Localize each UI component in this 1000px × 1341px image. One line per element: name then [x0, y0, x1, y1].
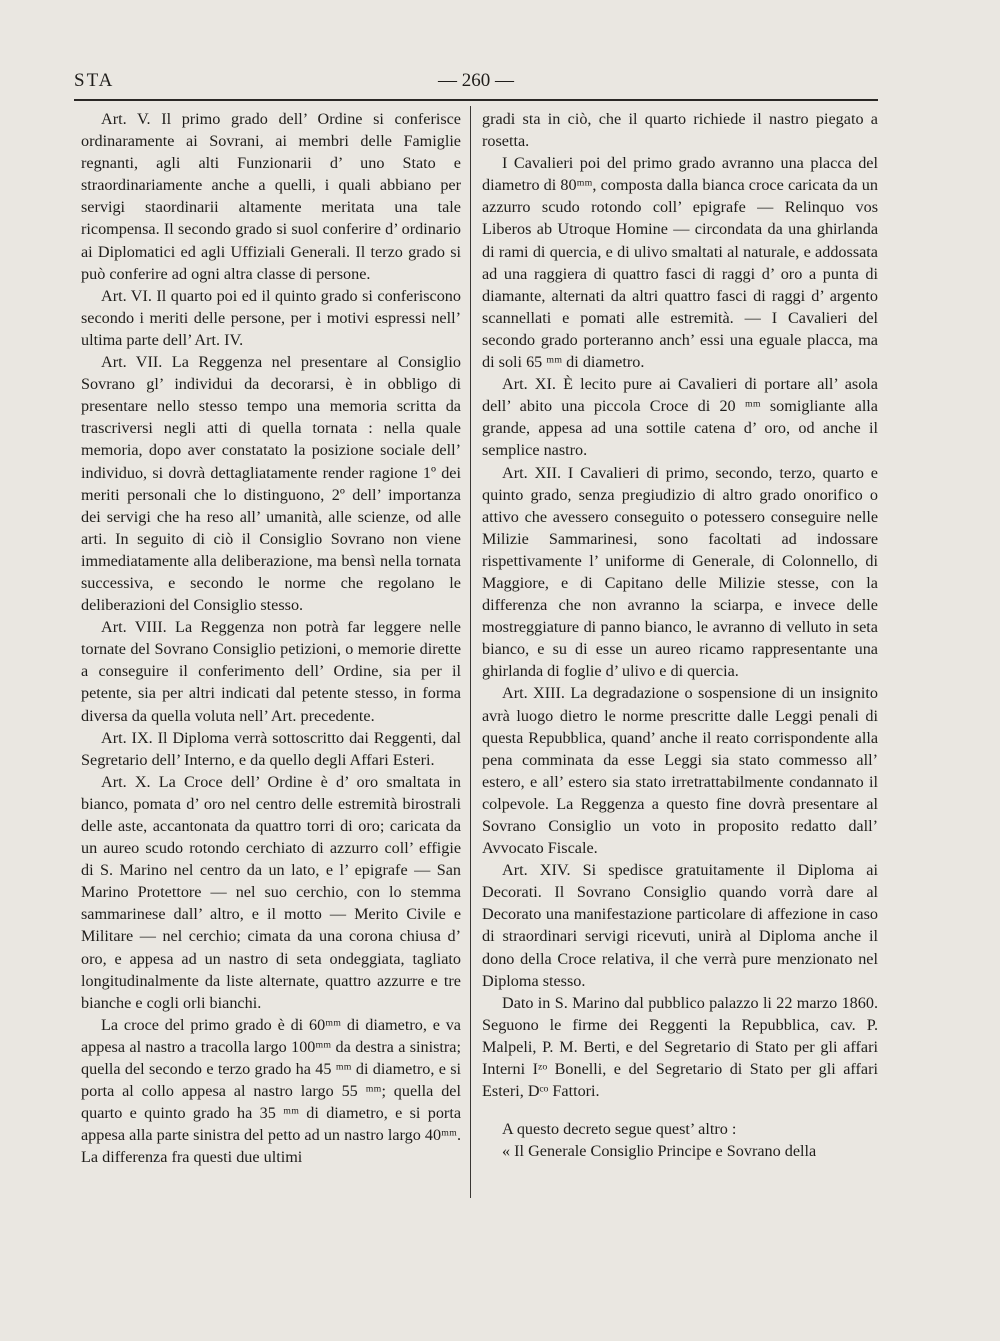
paragraph-art-7: Art. VII. La Reggenza nel presentare al Consiglio Sovrano gl’ individui da decorarsi, è in obbligo di presentare nello stesso tempo una memoria scritta da trascriversi negli atti di quella tornata : nella quale memoria, dopo aver constatato la posizione sociale dell’ individuo, si dovrà dettagliatamente render ragione 1º dei meriti personali che lo distinguono, 2º dell’ importanza dei servigi che ha reso all’ umanità, alle scienze, od alle arti. In seguito di ciò il Consiglio Sovrano non viene immediatamente alla deliberazione, ma bensì nella tornata successiva, e secondo le norme che regolano le deliberazioni del Consiglio stesso. — [81, 353, 461, 615]
paragraph-dato: Dato in S. Marino dal pubblico palazzo li 22 marzo 1860. Seguono le firme dei Reggenti la Repubblica, cav. P. Malpeli, P. M. Berti, e del Segretario di Stato per gli affari Interni Iᶻᵒ Bonelli, e del Segretario di Stato per gli affari Esteri, Dᶜᵒ Fattori. — [482, 993, 878, 1101]
paragraph-art-6: Art. VI. Il quarto poi ed il quinto grado si conferiscono secondo i meriti delle persone, per i motivi espressi nell’ ultima parte dell’ Art. IV. — [81, 286, 461, 349]
paragraph-decree-intro: A questo decreto segue quest’ altro : — [502, 1120, 737, 1139]
paragraph-art-10: Art. X. La Croce dell’ Ordine è d’ oro smaltata in bianco, pomata d’ oro nel centro delle estremità birostrali delle aste, accantonata da quattro torri di oro; caricata da un aureo scudo rotondo cerchiato di azzurro coll’ effigie di S. Marino nel centro da un lato, e l’ epigrafe — San Marino Protettore — nel suo cerchio, con lo stemma sammarinese dall’ altro, e il motto — Merito Civile e Militare — nel cerchio; cimata da una corona chiusa d’ oro, e appesa ad un nastro di seta ondeggiata, tagliato longitudinalmente da liste alternate, quattro azzurre e tre bianche e cogli orli bianchi. — [81, 772, 461, 1012]
paragraph-art-5: Art. V. Il primo grado dell’ Ordine si conferisce ordinaramente ai Sovrani, ai membri delle Famiglie regnanti, agli alti Funzionarii d’ uno Stato e straordinariamente anche a quelli, i quali abbiano per servigi staordinarii altamente meritata una tale ricompensa. Il secondo grado si suol conferire d’ ordinario ai Diplomatici ed agli Uffiziali Generali. Il terzo grado si può conferire ad ogni altra classe di persone. — [81, 110, 461, 283]
paragraph-art-9: Art. IX. Il Diploma verrà sottoscritto dai Reggenti, dal Segretario dell’ Interno, e da quello degli Affari Esteri. — [81, 728, 461, 769]
header-rule — [74, 99, 878, 101]
paragraph-continuation: gradi sta in ciò, che il quarto richiede il nastro piegato a rosetta. — [482, 110, 878, 151]
paragraph-art-12: Art. XII. I Cavalieri di primo, secondo, terzo, quarto e quinto grado, senza pregiudizio di altro grado onorifico o attivo che avessero conseguito o potessero conseguire nelle Milizie Sammarinesi, sono facoltati ad indossare rispettivamente l’ uniforme di Generale, di Colonnello, di Maggiore, e di Capitano delle Milizie stesse, con la differenza che non avranno la sciarpa, e invece delle mostreggiature di panno bianco, le avranno di velluto in seta bianco, e su di esse un aureo ricamo rappresentante una ghirlanda di foglie d’ ulivo e di quercia. — [482, 463, 878, 681]
paragraph-placca: I Cavalieri poi del primo grado avranno una placca del diametro di 80ᵐᵐ, composta dalla bianca croce caricata da un azzurro scudo rotondo coll’ epigrafe — Relinquo vos Liberos ab Utroque Homine — circondata da una ghirlanda di rami di quercia, e di ulivo smaltati al naturale, e addossata ad una raggiera di quattro fasci di raggi d’ oro a punta di diamante, alternati da altri quattro fasci di raggi d’ argento scannellati e pomati alle estremità. — I Cavalieri del secondo grado porteranno anch’ essi una eguale placca, ma di soli 65 ᵐᵐ di diametro. — [482, 154, 878, 372]
paragraph-art-13: Art. XIII. La degradazione o sospensione di un insignito avrà luogo dietro le norme prescritte dalle Leggi penali di questa Repubblica, quand’ anche il reato corrispondente alla pena comminata da esse Leggi sia stato commesso all’ estero, e all’ estero sia stato irretrattabilmente condannato il colpevole. La Reggenza a questo fine dovrà presentare al Sovrano Consiglio un voto in proposito redatto dall’ Avvocato Fiscale. — [482, 684, 878, 858]
left-column — [81, 108, 461, 1169]
paragraph-quote-start: « Il Generale Consiglio Principe e Sovrano della — [502, 1142, 817, 1161]
paragraph-art-8: Art. VIII. La Reggenza non potrà far leggere nelle tornate del Sovrano Consiglio petizioni, o memorie dirette a conseguire il conferimento dell’ Ordine, sia per il petente, sia per altri indicati dal petente stesso, in forma diversa da quella voluta nell’ Art. precedente. — [81, 618, 461, 725]
page-number: — 260 — — [438, 70, 514, 91]
running-head: STA — [74, 70, 115, 91]
paragraph-art-14: Art. XIV. Si spedisce gratuitamente il Diploma ai Decorati. Il Sovrano Consiglio quando vorrà dare al Decorato una manifestazione particolare di affezione in caso di straordinari servigi ricevuti, unirà al Diploma anche il dono della Croce relativa, il che verrà pure menzionato nel Diploma stesso. — [482, 861, 878, 990]
paragraph-cross-sizes: La croce del primo grado è di 60ᵐᵐ di diametro, e va appesa al nastro a tracolla largo 100ᵐᵐ da destra a sinistra; quella del secondo e terzo grado ha 45 ᵐᵐ di diametro, e si porta al collo appesa al nastro largo 55 ᵐᵐ; quella del quarto e quinto grado ha 35 ᵐᵐ di diametro, e si porta appesa alla parte sinistra del petto ad un nastro largo 40ᵐᵐ. La differenza fra questi due ultimi — [81, 1015, 461, 1167]
column-divider — [470, 106, 471, 1198]
right-column — [482, 108, 878, 1162]
page-header — [74, 70, 878, 96]
paragraph-art-11: Art. XI. È lecito pure ai Cavalieri di portare all’ asola dell’ abito una piccola Croce di 20 ᵐᵐ somigliante alla grande, appesa ad una sottile catena d’ oro, od anche il semplice nastro. — [482, 375, 878, 460]
